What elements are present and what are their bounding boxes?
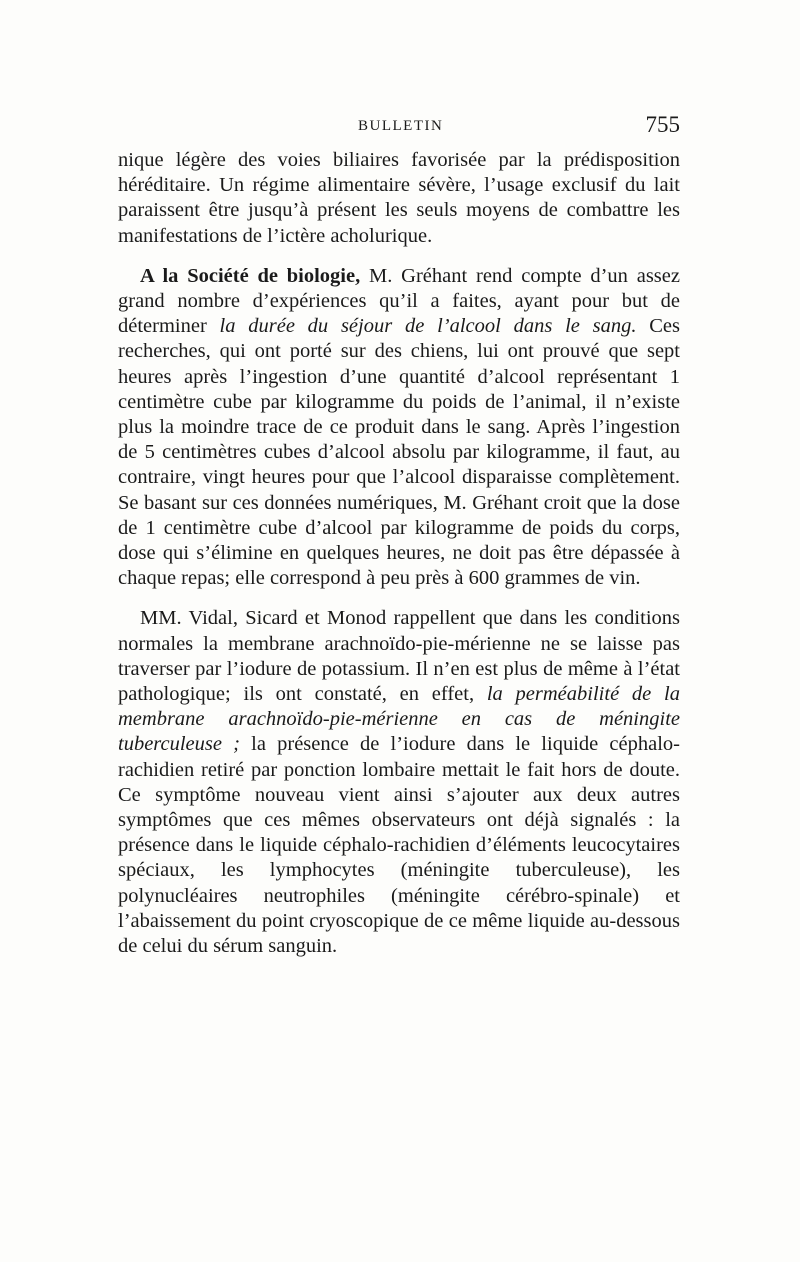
running-head: BULLETIN <box>358 118 444 134</box>
paragraph-2 <box>118 264 680 592</box>
page-number: 755 <box>645 112 680 137</box>
paragraph-3-text-a: MM. Vidal, Sicard et Monod rappellent que dans les conditions normales la membrane arachnoïdo-pie-mérienne ne se laisse pas traverser par l’iodure de potassium. Il n’en est plus de même à l’état pathologique; ils ont constaté, en effet, <box>118 607 680 706</box>
paragraph-3-italic: la perméabilité de la membrane arachnoïdo-pie-mérienne en cas de méningite tuberculeuse ; <box>118 683 680 756</box>
paragraph-2-text-a: M. Gréhant rend compte d’un assez grand nombre d’expériences qu’il a faites, ayant pour but de déterminer <box>118 264 680 338</box>
paragraph-2-lead: A la Société de biologie, <box>140 264 361 287</box>
body-text <box>118 148 680 959</box>
paragraph-1-text: nique légère des voies biliaires favorisée par la prédisposition héréditaire. Un régime alimentaire sévère, l’usage exclusif du lait paraissent être jusqu’à présent les seuls moyens de combattre les manifestations de l’ictère acholurique. <box>118 149 680 247</box>
paragraph-3-text-b: la présence de l’iodure dans le liquide céphalo-rachidien retiré par ponction lombaire mettait le fait hors de doute. Ce symptôme nouveau vient ainsi s’ajouter aux deux autres symptômes que ces mêmes observateurs ont déjà signalés : la présence dans le liquide céphalo-rachidien d’éléments leucocytaires spéciaux, les lymphocytes (méningite tuberculeuse), les polynucléaires neutrophiles (méningite cérébro-spinale) et l’abaissement du point cryoscopique de ce même liquide au-dessous de celui du sérum sanguin. <box>118 733 680 958</box>
paragraph-1 <box>118 148 680 249</box>
paragraph-2-italic: la durée du séjour de l’alcool dans le sang. <box>219 315 637 338</box>
paragraph-3 <box>118 606 680 959</box>
paragraph-2-text-b: Ces recherches, qui ont porté sur des chiens, lui ont prouvé que sept heures après l’ingestion d’une quantité d’alcool représentant 1 centimètre cube par kilogramme du poids de l’animal, il n’existe plus la moindre trace de ce produit dans le sang. Après l’ingestion de 5 centimètres cubes d’alcool absolu par kilogramme, il faut, au contraire, vingt heures pour que l’alcool disparaisse complètement. Se basant sur ces données numériques, M. Gréhant croit que la dose de 1 centimètre cube d’alcool par kilogramme de poids du corps, dose qui s’élimine en quelques heures, ne doit pas être dépassée à chaque repas; elle correspond à peu près à 600 grammes de vin. <box>118 315 680 590</box>
page-header <box>118 112 680 142</box>
